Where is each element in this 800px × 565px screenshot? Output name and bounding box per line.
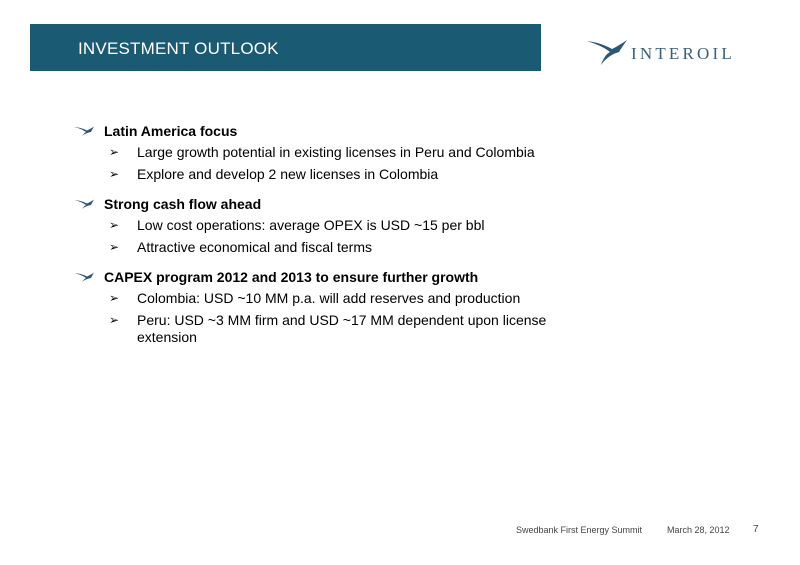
- list-item: [74, 144, 587, 161]
- section-capex: [74, 267, 634, 346]
- section-cash-flow: [74, 194, 634, 256]
- section-heading-row: [74, 121, 634, 141]
- list-item-text: Low cost operations: average OPEX is USD ~15 per bbl: [137, 217, 485, 233]
- arrow-bullet-icon: ➢: [109, 145, 120, 159]
- list-item-text: Colombia: USD ~10 MM p.a. will add reserves and production: [137, 290, 521, 306]
- bird-bullet-icon: [74, 272, 94, 282]
- logo-text: INTEROIL: [631, 44, 735, 63]
- section-heading: Strong cash flow ahead: [104, 196, 262, 212]
- bird-bullet-icon: [74, 126, 94, 136]
- page-title: INVESTMENT OUTLOOK: [78, 39, 279, 58]
- arrow-bullet-icon: ➢: [109, 313, 120, 327]
- arrow-bullet-icon: ➢: [109, 240, 120, 254]
- sub-list: [74, 144, 634, 183]
- arrow-bullet-icon: ➢: [109, 167, 120, 181]
- title-bar: [30, 24, 541, 71]
- bullet-list: [74, 121, 634, 357]
- section-heading: Latin America focus: [104, 123, 238, 139]
- bird-bullet-icon: [74, 199, 94, 209]
- list-item: [74, 239, 587, 256]
- sub-list: [74, 290, 634, 346]
- list-item: [74, 290, 587, 307]
- company-logo: [586, 38, 736, 66]
- interoil-bird-logo-icon: [586, 38, 628, 66]
- footer-event: Swedbank First Energy Summit: [516, 525, 643, 535]
- section-heading-row: [74, 267, 634, 287]
- section-latin-america: [74, 121, 634, 183]
- list-item-text: Attractive economical and fiscal terms: [137, 239, 372, 255]
- arrow-bullet-icon: ➢: [109, 218, 120, 232]
- page-number: 7: [753, 524, 759, 535]
- list-item-text: Explore and develop 2 new licenses in Colombia: [137, 166, 439, 182]
- footer-date: March 28, 2012: [667, 525, 730, 535]
- list-item: [74, 217, 587, 234]
- section-heading: CAPEX program 2012 and 2013 to ensure further growth: [104, 269, 479, 285]
- section-heading-row: [74, 194, 634, 214]
- sub-list: [74, 217, 634, 256]
- list-item: [74, 166, 587, 183]
- arrow-bullet-icon: ➢: [109, 291, 120, 305]
- list-item-text: Large growth potential in existing licenses in Peru and Colombia: [137, 144, 535, 160]
- list-item: [74, 312, 587, 346]
- list-item-text: Peru: USD ~3 MM firm and USD ~17 MM dependent upon license extension: [137, 312, 547, 345]
